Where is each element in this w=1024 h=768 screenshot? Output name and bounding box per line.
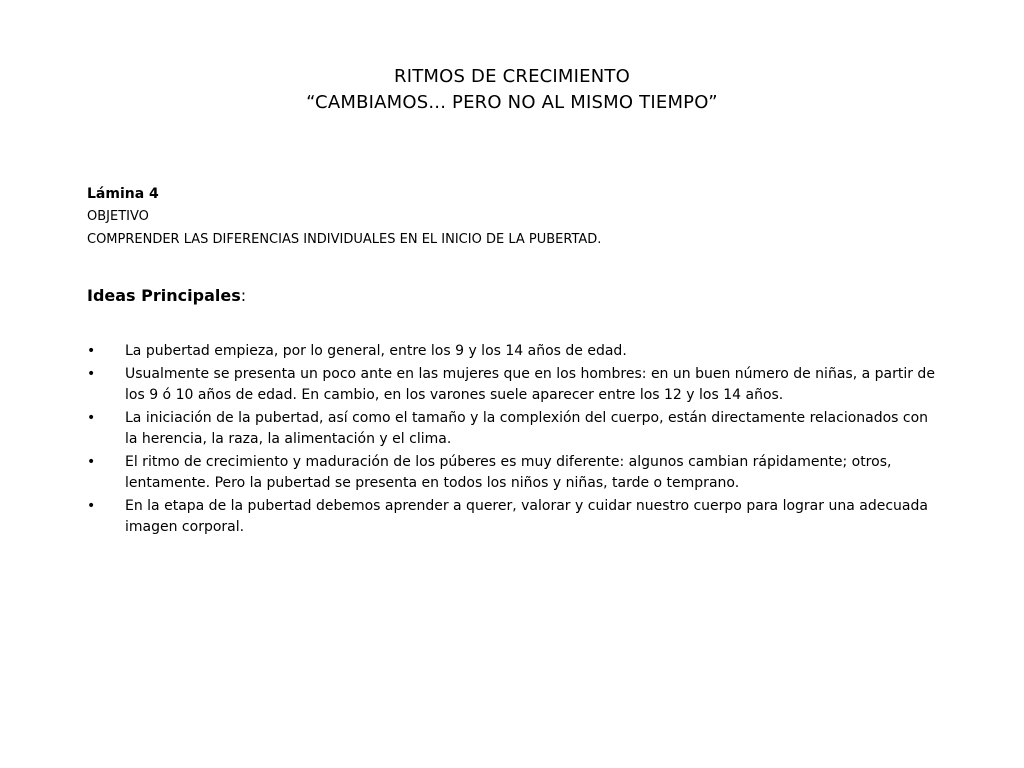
title-line-2: “CAMBIAMOS... PERO NO AL MISMO TIEMPO” (306, 92, 718, 113)
list-item (87, 452, 937, 494)
list-item-text: En la etapa de la pubertad debemos aprender a querer, valorar y cuidar nuestro cuerpo para lograr una adecuada imagen corporal. (125, 498, 928, 535)
list-item-text: Usualmente se presenta un poco ante en las mujeres que en los hombres: en un buen número de niñas, a partir de los 9 ó 10 años de edad. En cambio, en los varones suele aparecer entre los 12 y los 14 años. (125, 366, 935, 403)
list-item (87, 341, 937, 362)
title-line-1: RITMOS DE CRECIMIENTO (394, 66, 630, 87)
bullet-icon: • (87, 498, 96, 514)
bullet-icon: • (87, 454, 96, 470)
list-item-text: El ritmo de crecimiento y maduración de los púberes es muy diferente: algunos cambian rápidamente; otros, lentamente. Pero la pubertad se presenta en todos los niños y niñas, tarde o temprano. (125, 454, 892, 491)
list-item (87, 364, 937, 406)
ideas-heading-text: Ideas Principales (87, 286, 241, 305)
objetivo-text: COMPRENDER LAS DIFERENCIAS INDIVIDUALES EN EL INICIO DE LA PUBERTAD. (87, 232, 602, 247)
slide-title (0, 64, 1024, 116)
list-item-text: La iniciación de la pubertad, así como el tamaño y la complexión del cuerpo, están directamente relacionados con la herencia, la raza, la alimentación y el clima. (125, 410, 929, 447)
ideas-list (87, 341, 937, 540)
slide-meta (87, 184, 947, 250)
list-item (87, 496, 937, 538)
bullet-icon: • (87, 410, 96, 426)
list-item (87, 408, 937, 450)
ideas-heading-colon: : (240, 286, 247, 305)
bullet-icon: • (87, 343, 96, 359)
list-item-text: La pubertad empieza, por lo general, entre los 9 y los 14 años de edad. (125, 343, 627, 359)
ideas-heading (87, 285, 246, 307)
bullet-icon: • (87, 366, 96, 382)
objetivo-label: OBJETIVO (87, 209, 149, 224)
lamina-label: Lámina 4 (87, 186, 159, 202)
